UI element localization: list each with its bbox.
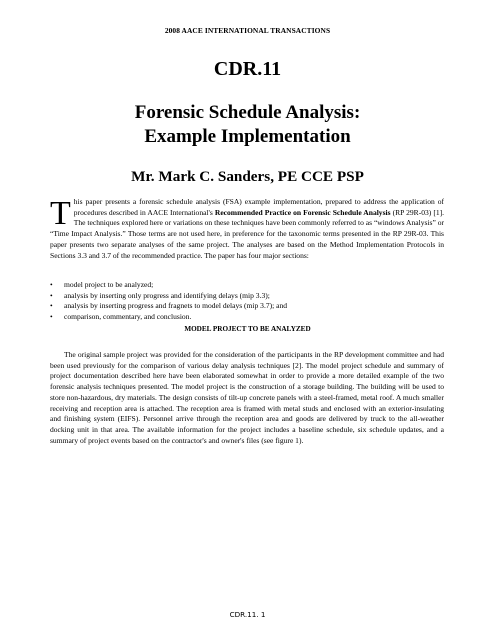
bullet-marker: • [50, 280, 53, 289]
list-item-text: analysis by inserting progress and fragnets to model delays (mip 3.7); and [64, 301, 288, 311]
intro-bold-reference: Recommended Practice on Forensic Schedule Analysis [214, 207, 391, 217]
list-item [50, 280, 444, 291]
section-heading: MODEL PROJECT TO BE ANALYZED [184, 325, 311, 333]
title-line-1: Forensic Schedule Analysis: [134, 102, 361, 123]
running-header: 2008 AACE INTERNATIONAL TRANSACTIONS [164, 26, 331, 35]
list-item [50, 312, 444, 323]
paper-code: CDR.11 [213, 58, 282, 80]
drop-cap: T [50, 195, 71, 232]
paper-title [0, 101, 495, 149]
title-line-2: Example Implementation [144, 126, 351, 147]
list-item-text: model project to be analyzed; [64, 280, 154, 289]
list-item-text: analysis by inserting only progress and identifying delays (mip 3.3); [64, 290, 270, 300]
intro-text-part1: his paper presents a forensic schedule analysis (FSA) example implementation, prepared to address the application of procedures described in AACE International's [73, 197, 444, 217]
bullet-marker: • [50, 301, 53, 311]
bullet-marker: • [50, 290, 53, 300]
section-list [50, 280, 444, 323]
author-line: Mr. Mark C. Sanders, PE CCE PSP [131, 168, 364, 185]
body-paragraph: The original sample project was provided for the consideration of the participants in the RP development committee and had been used previously for the comparison of various delay analysis techniques [2]. The model project schedule and summary of project documentation described here have been elaborated somewhat in order to provide a more detailed example of the two forensic analysis techniques presented. The model project is the construction of a storage building. The building will be used to store non-hazardous, dry materials. The design consists of tilt-up concrete panels with a steel-framed, metal roof. A much smaller receiving and reception area is attached. The reception area is framed with metal studs and enclosed with an exterior-insulating and finishing system (EIFS). Personnel arrive through the reception area and goods are delivered by truck to the all-weather docking unit in that area. The available information for the project includes a baseline schedule, six schedule updates, and a summary of project events based on the contractor's and owner's files (see figure 1). [50, 350, 444, 445]
intro-paragraph [50, 197, 444, 261]
list-item [50, 291, 444, 302]
page-footer: CDR.11. 1 [229, 610, 266, 619]
list-item-text: comparison, commentary, and conclusion. [64, 312, 192, 322]
bullet-marker: • [50, 312, 53, 322]
list-item [50, 301, 444, 312]
intro-text-part2: (RP 29R-03) [1]. The techniques explored here or variations on these techniques have been commonly referred to as “windows Analysis” or “Time Impact Analysis.” Those terms are not used here, in preference for the taxonomic terms presented in the RP 29R-03. This paper presents two separate analyses of the same project. The analyses are based on the Method Implementation Protocols in Sections 3.3 and 3.7 of the recommended practice. The paper has four major sections: [50, 207, 444, 260]
